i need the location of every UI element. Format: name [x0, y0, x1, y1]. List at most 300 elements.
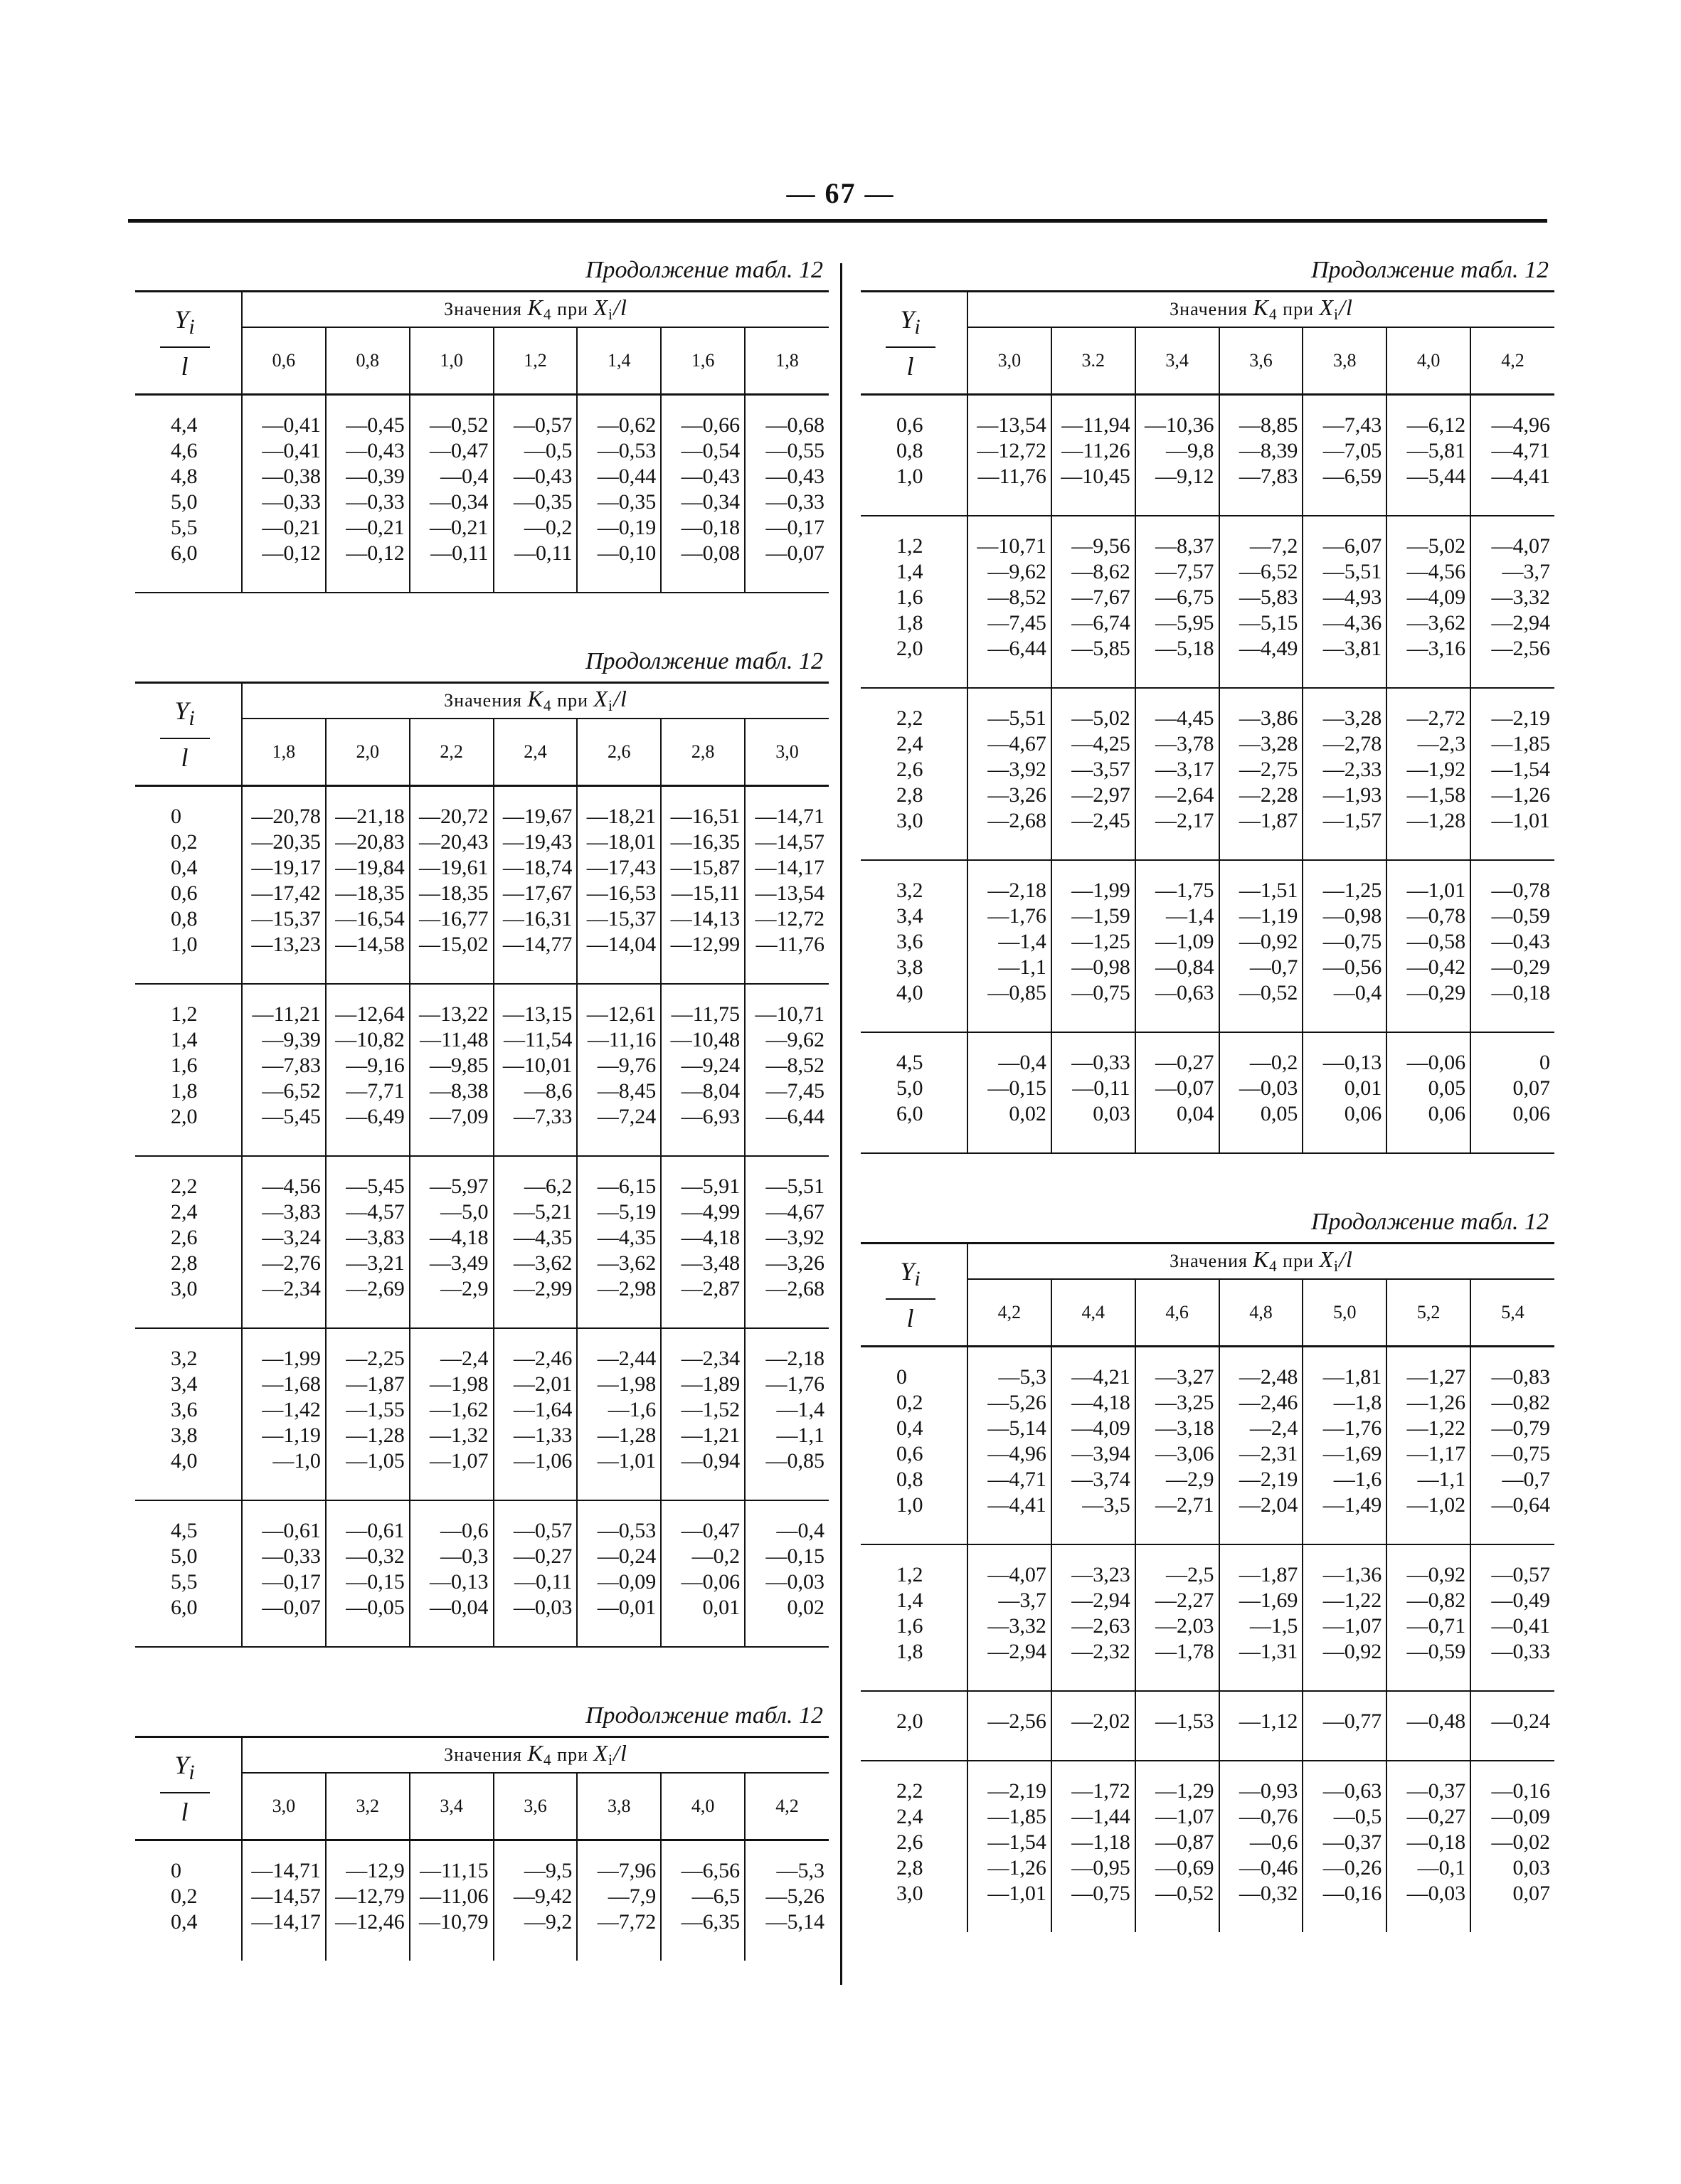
- table-row: [861, 688, 1554, 731]
- table-cell: —14,57: [242, 1884, 326, 1909]
- row-label: 0,2: [896, 1391, 923, 1414]
- table-cell: —0,04: [410, 1595, 494, 1647]
- table-row: [135, 541, 829, 593]
- table-cell: —11,06: [410, 1884, 494, 1909]
- row-group: [861, 1691, 1554, 1761]
- column-header: 3,8: [1303, 327, 1386, 395]
- table-cell: —3,48: [661, 1251, 745, 1276]
- x-denominator: /l: [1339, 295, 1353, 321]
- row-variable-header: [135, 1737, 242, 1840]
- table-cell: —0,17: [242, 1569, 326, 1595]
- table-cell: —14,17: [745, 855, 829, 881]
- table-cell: —7,45: [745, 1078, 829, 1104]
- table-cell: —3,27: [1135, 1347, 1219, 1391]
- column-header: 1,2: [494, 327, 578, 395]
- table-cell: —0,71: [1386, 1613, 1470, 1639]
- table-cell: —5,15: [1219, 610, 1303, 636]
- table-cell: —3,83: [242, 1199, 326, 1225]
- table-cell: —1,28: [577, 1423, 661, 1448]
- table-cell: —0,4: [967, 1032, 1051, 1076]
- row-variable-header: [135, 683, 242, 786]
- table-row: [861, 610, 1554, 636]
- table-row: [135, 1053, 829, 1078]
- column-header: 1,0: [410, 327, 494, 395]
- table-cell: —15,11: [661, 881, 745, 906]
- table-cell: —3,49: [410, 1251, 494, 1276]
- table-cell: —20,78: [242, 786, 326, 830]
- row-label: 4,5: [171, 1519, 198, 1542]
- table-row: [135, 1423, 829, 1448]
- table-cell: —0,43: [1470, 929, 1554, 955]
- column-header: 5,0: [1303, 1279, 1386, 1347]
- table-row: [135, 1840, 829, 1885]
- table-cell: —2,75: [1219, 757, 1303, 783]
- table-cell: —20,43: [410, 829, 494, 855]
- table-cell: 0,06: [1386, 1101, 1470, 1153]
- yi-symbol: Y: [174, 696, 189, 726]
- table-cell: —1,81: [1303, 1347, 1386, 1391]
- table-cell: —0,24: [1470, 1691, 1554, 1761]
- row-label: 1,8: [896, 611, 923, 635]
- table-cell: —0,11: [494, 541, 578, 593]
- table-cell: —0,21: [326, 515, 410, 541]
- table-cell: —2,01: [494, 1372, 578, 1397]
- table-cell: —17,43: [577, 855, 661, 881]
- table-row: [135, 1372, 829, 1397]
- table-cell: —0,78: [1470, 860, 1554, 903]
- table-cell: —0,37: [1386, 1761, 1470, 1804]
- row-label: 0: [171, 1859, 181, 1882]
- table-cell: —4,49: [1219, 636, 1303, 688]
- table-cell: —16,35: [661, 829, 745, 855]
- row-label: 4,8: [171, 465, 198, 488]
- row-label: 0,4: [171, 856, 198, 879]
- table-cell: —0,46: [1219, 1855, 1303, 1881]
- table-cell: —16,51: [661, 786, 745, 830]
- table-cell: —2,27: [1135, 1588, 1219, 1613]
- table-cell: —1,54: [967, 1830, 1051, 1855]
- table-cell: —6,75: [1135, 585, 1219, 610]
- table-cell: —0,92: [1386, 1544, 1470, 1588]
- row-label: 2,0: [896, 637, 923, 660]
- table-cell: —2,99: [494, 1276, 578, 1328]
- row-label: 2,2: [171, 1175, 198, 1198]
- table-cell: —3,74: [1051, 1467, 1135, 1493]
- column-header: 1,4: [577, 327, 661, 395]
- table-cell: —6,56: [661, 1840, 745, 1885]
- table-cell: —7,9: [577, 1884, 661, 1909]
- table-cell: —1,19: [1219, 903, 1303, 929]
- table-row: [135, 881, 829, 906]
- table-cell: —19,67: [494, 786, 578, 830]
- table-cell: —0,16: [1470, 1761, 1554, 1804]
- table-cell: —11,94: [1051, 395, 1135, 439]
- table-cell: —4,09: [1386, 585, 1470, 610]
- table-cell: —0,26: [1303, 1855, 1386, 1881]
- table-cell: 0,05: [1386, 1076, 1470, 1101]
- row-label: 5,0: [171, 490, 198, 514]
- table-cell: —1,78: [1135, 1639, 1219, 1691]
- table-cell: —0,10: [577, 541, 661, 593]
- table-cell: —3,21: [326, 1251, 410, 1276]
- table-cell: —2,56: [967, 1691, 1051, 1761]
- table-cell: —0,75: [1051, 1881, 1135, 1932]
- table-cell: —3,62: [1386, 610, 1470, 636]
- table-cell: —7,83: [242, 1053, 326, 1078]
- table-cell: —3,28: [1219, 731, 1303, 757]
- table-row: [861, 1347, 1554, 1391]
- table-cell: —3,78: [1135, 731, 1219, 757]
- table-cell: —12,9: [326, 1840, 410, 1885]
- table-cell: —1,05: [326, 1448, 410, 1500]
- row-label: 0,2: [171, 830, 198, 854]
- table-cell: —4,93: [1303, 585, 1386, 610]
- table-cell: —0,54: [661, 438, 745, 464]
- table-cell: —2,9: [410, 1276, 494, 1328]
- table-cell: —8,38: [410, 1078, 494, 1104]
- table-cell: —4,35: [494, 1225, 578, 1251]
- table-cell: —0,09: [577, 1569, 661, 1595]
- table-cell: —5,14: [967, 1416, 1051, 1441]
- yi-denominator: l: [906, 351, 914, 381]
- row-label: 5,0: [896, 1076, 923, 1100]
- row-label: 3,8: [896, 955, 923, 979]
- table-cell: —9,62: [967, 559, 1051, 585]
- table-cell: —0,55: [745, 438, 829, 464]
- table-cell: —15,87: [661, 855, 745, 881]
- table-cell: —5,97: [410, 1156, 494, 1199]
- table-cell: —14,58: [326, 932, 410, 984]
- row-group: [861, 688, 1554, 860]
- table-cell: —2,18: [745, 1328, 829, 1372]
- table-cell: 0,01: [1303, 1076, 1386, 1101]
- table-cell: —0,58: [1386, 929, 1470, 955]
- column-header: 1,6: [661, 327, 745, 395]
- table-cell: —0,35: [494, 489, 578, 515]
- table-cell: —5,26: [745, 1884, 829, 1909]
- table-cell: —13,22: [410, 984, 494, 1027]
- table-cell: —13,54: [745, 881, 829, 906]
- x-subscript: i: [608, 697, 614, 715]
- table-row: [861, 636, 1554, 688]
- table-row: [135, 1544, 829, 1569]
- table-cell: —1,99: [242, 1328, 326, 1372]
- table-cell: —1,33: [494, 1423, 578, 1448]
- table-block: [135, 642, 829, 1648]
- table-cell: —4,71: [967, 1467, 1051, 1493]
- table-cell: —3,26: [967, 783, 1051, 808]
- x-denominator: /l: [613, 686, 627, 712]
- table-cell: —2,71: [1135, 1493, 1219, 1544]
- table-row: [861, 757, 1554, 783]
- table-cell: —15,37: [242, 906, 326, 932]
- table-cell: —0,76: [1219, 1804, 1303, 1830]
- column-header: 3,0: [745, 719, 829, 786]
- table-cell: —5,18: [1135, 636, 1219, 688]
- table-cell: —4,18: [661, 1225, 745, 1251]
- yi-subscript: i: [914, 1267, 921, 1291]
- table-cell: —1,01: [577, 1448, 661, 1500]
- table-cell: —2,56: [1470, 636, 1554, 688]
- table-cell: —0,85: [967, 980, 1051, 1032]
- table-cell: —8,39: [1219, 438, 1303, 464]
- data-table: [861, 290, 1554, 1154]
- table-cell: —7,2: [1219, 516, 1303, 559]
- table-cell: —5,45: [242, 1104, 326, 1156]
- header-rule: [128, 219, 1547, 223]
- table-block: [135, 250, 829, 593]
- column-header: 3,6: [494, 1773, 578, 1840]
- table-cell: 0,01: [661, 1595, 745, 1647]
- column-divider: [840, 263, 842, 1985]
- table-cell: —1,09: [1135, 929, 1219, 955]
- table-cell: —1,44: [1051, 1804, 1135, 1830]
- table-cell: —0,03: [745, 1569, 829, 1595]
- row-label: 3,0: [171, 1277, 198, 1300]
- table-row: [861, 903, 1554, 929]
- table-row: [861, 438, 1554, 464]
- table-cell: —0,18: [661, 515, 745, 541]
- table-cell: —2,76: [242, 1251, 326, 1276]
- table-cell: —0,57: [494, 1500, 578, 1544]
- row-label: 3,0: [896, 1882, 923, 1905]
- row-label: 0,8: [171, 907, 198, 931]
- x-denominator: /l: [1339, 1246, 1353, 1273]
- table-cell: —19,17: [242, 855, 326, 881]
- table-cell: —1,42: [242, 1397, 326, 1423]
- table-cell: —0,29: [1386, 980, 1470, 1032]
- table-row: [861, 516, 1554, 559]
- table-cell: 0,02: [745, 1595, 829, 1647]
- table-cell: —5,85: [1051, 636, 1135, 688]
- header-label: Значения: [1170, 299, 1248, 320]
- table-row: [861, 1613, 1554, 1639]
- row-variable-header: [135, 292, 242, 395]
- table-row: [861, 1390, 1554, 1416]
- table-cell: —0,09: [1470, 1804, 1554, 1830]
- table-cell: —0,59: [1386, 1639, 1470, 1691]
- column-header: 1,8: [745, 327, 829, 395]
- table-cell: —1,4: [967, 929, 1051, 955]
- x-denominator: /l: [613, 1740, 627, 1766]
- table-cell: —14,17: [242, 1909, 326, 1961]
- table-cell: —0,49: [1470, 1588, 1554, 1613]
- table-row: [135, 395, 829, 439]
- table-cell: —8,85: [1219, 395, 1303, 439]
- row-label: 4,0: [171, 1449, 198, 1473]
- table-cell: —7,57: [1135, 559, 1219, 585]
- table-cell: —18,74: [494, 855, 578, 881]
- table-cell: —10,45: [1051, 464, 1135, 516]
- table-cell: —1,25: [1051, 929, 1135, 955]
- row-label: 2,4: [896, 732, 923, 756]
- table-cell: —1,57: [1303, 808, 1386, 860]
- table-cell: —11,54: [494, 1027, 578, 1053]
- row-label: 5,5: [171, 516, 198, 539]
- yi-denominator: l: [181, 351, 189, 381]
- table-cell: —12,99: [661, 932, 745, 984]
- table-cell: —1,99: [1051, 860, 1135, 903]
- table-cell: —4,07: [1470, 516, 1554, 559]
- table-row: [861, 1588, 1554, 1613]
- row-group: [861, 395, 1554, 516]
- table-cell: —1,92: [1386, 757, 1470, 783]
- column-header: 4,8: [1219, 1279, 1303, 1347]
- table-cell: —1,64: [494, 1397, 578, 1423]
- table-cell: —4,67: [967, 731, 1051, 757]
- table-cell: —0,27: [494, 1544, 578, 1569]
- table-cell: —1,1: [1386, 1467, 1470, 1493]
- table-cell: —6,52: [242, 1078, 326, 1104]
- table-cell: —1,25: [1303, 860, 1386, 903]
- table-cell: —3,16: [1386, 636, 1470, 688]
- table-cell: —0,11: [494, 1569, 578, 1595]
- table-cell: 0,03: [1051, 1101, 1135, 1153]
- x-symbol: X: [593, 295, 609, 321]
- table-cell: —0,4: [410, 464, 494, 489]
- table-cell: —3,28: [1303, 688, 1386, 731]
- table-cell: —0,7: [1470, 1467, 1554, 1493]
- table-cell: —0,62: [577, 395, 661, 439]
- table-cell: —5,51: [967, 688, 1051, 731]
- table-cell: —0,63: [1303, 1761, 1386, 1804]
- row-label: 2,0: [171, 1105, 198, 1128]
- column-header: 3,0: [242, 1773, 326, 1840]
- row-label: 4,5: [896, 1051, 923, 1074]
- k-subscript: 4: [1268, 306, 1278, 324]
- table-cell: —1,51: [1219, 860, 1303, 903]
- table-cell: —6,15: [577, 1156, 661, 1199]
- table-cell: —10,71: [967, 516, 1051, 559]
- table-cell: —4,36: [1303, 610, 1386, 636]
- header-label: Значения: [444, 1744, 522, 1766]
- table-cell: —19,61: [410, 855, 494, 881]
- table-cell: —3,92: [967, 757, 1051, 783]
- row-label: 0: [896, 1365, 907, 1389]
- table-cell: —12,64: [326, 984, 410, 1027]
- table-cell: —20,72: [410, 786, 494, 830]
- row-label: 3,2: [896, 879, 923, 902]
- table-cell: —1,54: [1470, 757, 1554, 783]
- table-cell: —1,87: [1219, 808, 1303, 860]
- table-cell: —8,37: [1135, 516, 1219, 559]
- table-cell: —0,15: [326, 1569, 410, 1595]
- table-cell: —2,17: [1135, 808, 1219, 860]
- values-group-header: [242, 1737, 829, 1774]
- table-cell: —4,07: [967, 1544, 1051, 1588]
- table-cell: —0,85: [745, 1448, 829, 1500]
- row-label: 5,5: [171, 1570, 198, 1594]
- table-cell: —0,33: [1470, 1639, 1554, 1691]
- table-cell: —1,26: [1470, 783, 1554, 808]
- row-label: 1,4: [171, 1028, 198, 1051]
- table-cell: —17,67: [494, 881, 578, 906]
- row-label: 3,6: [896, 930, 923, 953]
- table-cell: —0,03: [1219, 1076, 1303, 1101]
- table-cell: —4,56: [242, 1156, 326, 1199]
- table-cell: —0,83: [1470, 1347, 1554, 1391]
- table-cell: —0,94: [661, 1448, 745, 1500]
- table-cell: —1,4: [1135, 903, 1219, 929]
- column-header: 5,2: [1386, 1279, 1470, 1347]
- table-cell: —3,18: [1135, 1416, 1219, 1441]
- table-cell: —8,52: [967, 585, 1051, 610]
- table-cell: —0,05: [326, 1595, 410, 1647]
- continuation-caption: Продолжение табл. 12: [1310, 257, 1549, 283]
- table-cell: —2,33: [1303, 757, 1386, 783]
- table-cell: —6,2: [494, 1156, 578, 1199]
- table-cell: —6,52: [1219, 559, 1303, 585]
- table-cell: —7,09: [410, 1104, 494, 1156]
- table-cell: —0,15: [745, 1544, 829, 1569]
- table-cell: —3,06: [1135, 1441, 1219, 1467]
- x-subscript: i: [1334, 306, 1340, 324]
- table-cell: —0,82: [1386, 1588, 1470, 1613]
- table-cell: —4,35: [577, 1225, 661, 1251]
- k-symbol: K: [527, 686, 543, 712]
- table-cell: —0,52: [1219, 980, 1303, 1032]
- table-cell: —4,96: [1470, 395, 1554, 439]
- table-cell: —3,92: [745, 1225, 829, 1251]
- table-cell: —2,94: [967, 1639, 1051, 1691]
- row-label: 1,0: [896, 465, 923, 488]
- row-label: 0,4: [171, 1910, 198, 1934]
- table-cell: —0,18: [1470, 980, 1554, 1032]
- table-cell: —14,04: [577, 932, 661, 984]
- row-label: 1,2: [896, 1563, 923, 1586]
- row-label: 4,6: [171, 439, 198, 462]
- table-cell: —2,34: [661, 1328, 745, 1372]
- table-cell: —1,4: [745, 1397, 829, 1423]
- table-cell: —2,45: [1051, 808, 1135, 860]
- table-cell: —5,91: [661, 1156, 745, 1199]
- row-label: 0,2: [171, 1885, 198, 1908]
- table-cell: —10,71: [745, 984, 829, 1027]
- table-cell: 0,03: [1470, 1855, 1554, 1881]
- table-cell: —5,51: [745, 1156, 829, 1199]
- table-cell: —1,1: [967, 955, 1051, 980]
- table-cell: —9,76: [577, 1053, 661, 1078]
- table-row: [861, 1493, 1554, 1544]
- table-cell: —4,56: [1386, 559, 1470, 585]
- table-cell: —1,6: [1303, 1467, 1386, 1493]
- table-row: [135, 855, 829, 881]
- table-cell: —2,31: [1219, 1441, 1303, 1467]
- table-cell: —1,76: [1303, 1416, 1386, 1441]
- table-cell: —0,43: [326, 438, 410, 464]
- row-label: 3,4: [896, 904, 923, 928]
- header-pri: при: [1283, 299, 1314, 320]
- table-cell: —1,5: [1219, 1613, 1303, 1639]
- table-cell: —9,5: [494, 1840, 578, 1885]
- table-cell: —0,08: [661, 541, 745, 593]
- table-cell: —3,25: [1135, 1390, 1219, 1416]
- k-symbol: K: [1253, 1246, 1269, 1273]
- table-cell: —0,98: [1051, 955, 1135, 980]
- row-label: 1,6: [896, 585, 923, 609]
- table-row: [135, 515, 829, 541]
- column-header: 4,4: [1051, 1279, 1135, 1347]
- data-table: [135, 290, 829, 593]
- row-group: [135, 1840, 829, 1961]
- data-table: [861, 1242, 1554, 1932]
- table-cell: —0,27: [1386, 1804, 1470, 1830]
- table-cell: —0,41: [242, 395, 326, 439]
- table-row: [135, 1199, 829, 1225]
- table-cell: —0,61: [242, 1500, 326, 1544]
- table-cell: —0,33: [242, 1544, 326, 1569]
- table-cell: —0,43: [661, 464, 745, 489]
